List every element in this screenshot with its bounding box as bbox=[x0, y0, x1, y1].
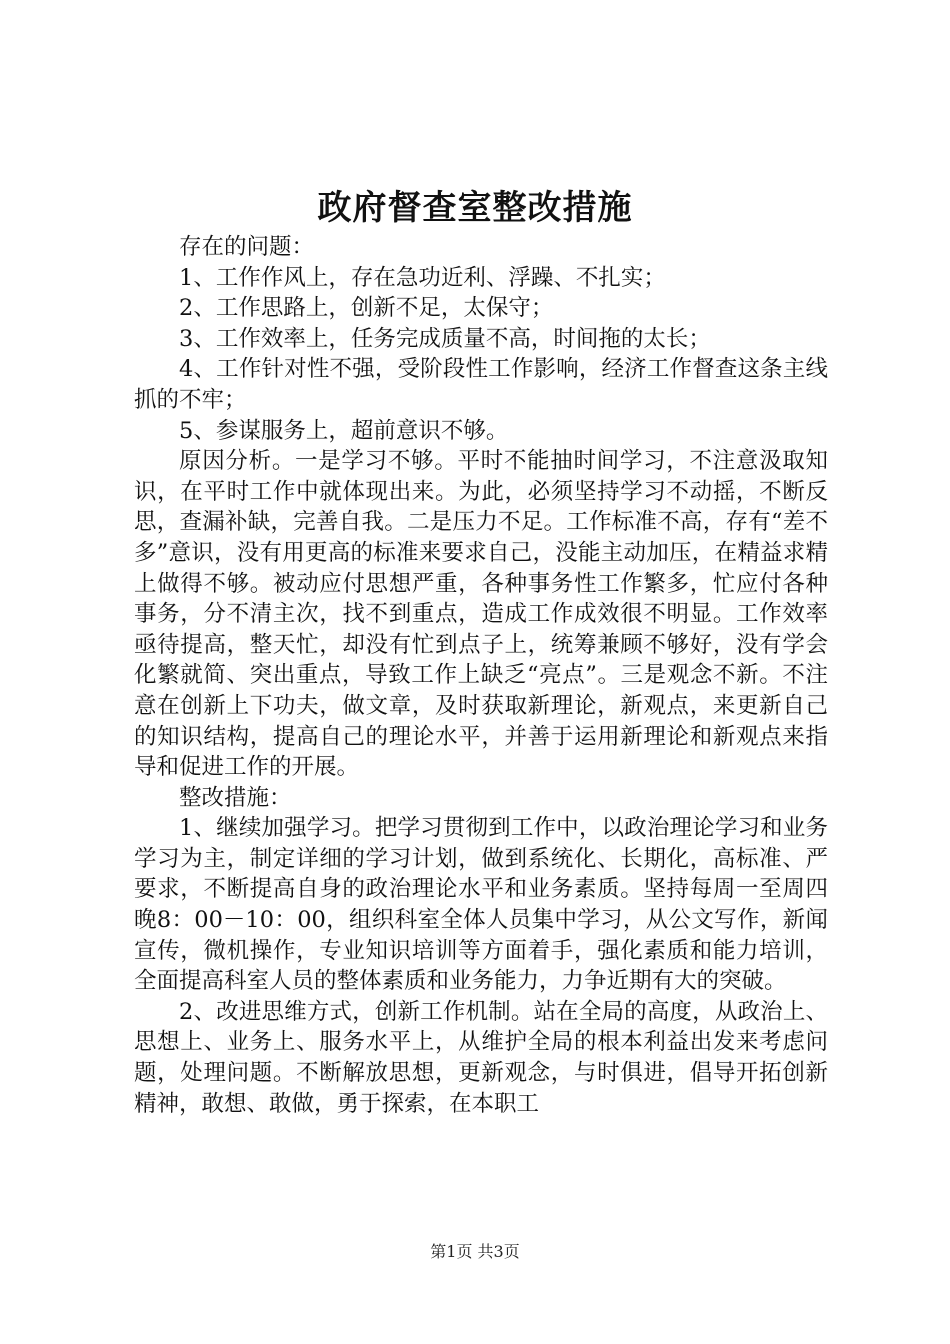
paragraph-problem-1: 1、工作作风上，存在急功近利、浮躁、不扎实； bbox=[179, 264, 666, 291]
paragraph-problem-2: 2、工作思路上，创新不足，太保守； bbox=[179, 295, 554, 322]
page-footer: 第1页 共3页 bbox=[430, 1242, 520, 1261]
paragraph-problems-heading: 存在的问题： bbox=[179, 234, 315, 260]
paragraph-measure-1: 1、继续加强学习。把学习贯彻到工作中，以政治理论学习和业务学习为主，制定详细的学习计划，做到系统化、长期化，高标准、严要求，不断提高自身的政治理论水平和业务素质。坚持每周一至周四晚8：00－10：00，组织科室全体人员集中学习，从公文写作，新闻宣传，微机操作，专业知识培训等方面着手，强化素质和能力培训，全面提高科室人员的整体素质和业务能力，力争近期有大的突破。 bbox=[134, 815, 828, 995]
paragraph-problem-3: 3、工作效率上，任务完成质量不高，时间拖的太长； bbox=[179, 325, 711, 352]
paragraph-problem-4: 4、工作针对性不强，受阶段性工作影响，经济工作督查这条主线抓的不牢； bbox=[134, 356, 828, 413]
document-body bbox=[134, 232, 828, 1119]
paragraph-cause-analysis: 原因分析。一是学习不够。平时不能抽时间学习，不注意汲取知识，在平时工作中就体现出来。为此，必须坚持学习不动摇，不断反思，查漏补缺，完善自我。二是压力不足。工作标准不高，存有“差不多”意识，没有用更高的标准来要求自己，没能主动加压，在精益求精上做得不够。被动应付思想严重，各种事务性工作繁多，忙应付各种事务，分不清主次，找不到重点，造成工作成效很不明显。工作效率亟待提高，整天忙，却没有忙到点子上，统筹兼顾不够好，没有学会化繁就简、突出重点，导致工作上缺乏“亮点”。三是观念不新。不注意在创新上下功夫，做文章，及时获取新理论，新观点，来更新自己的知识结构，提高自己的理论水平，并善于运用新理论和新观点来指导和促进工作的开展。 bbox=[134, 448, 828, 781]
paragraph-problem-5: 5、参谋服务上，超前意识不够。 bbox=[179, 417, 509, 444]
paragraph-measure-2: 2、改进思维方式，创新工作机制。站在全局的高度，从政治上、思想上、业务上、服务水平上，从维护全局的根本利益出发来考虑问题，处理问题。不断解放思想，更新观念，与时俱进，倡导开拓创新精神，敢想、敢做，勇于探索，在本职工 bbox=[134, 998, 828, 1117]
document-title: 政府督查室整改措施 bbox=[317, 188, 633, 228]
paragraph-measures-heading: 整改措施： bbox=[179, 784, 292, 811]
